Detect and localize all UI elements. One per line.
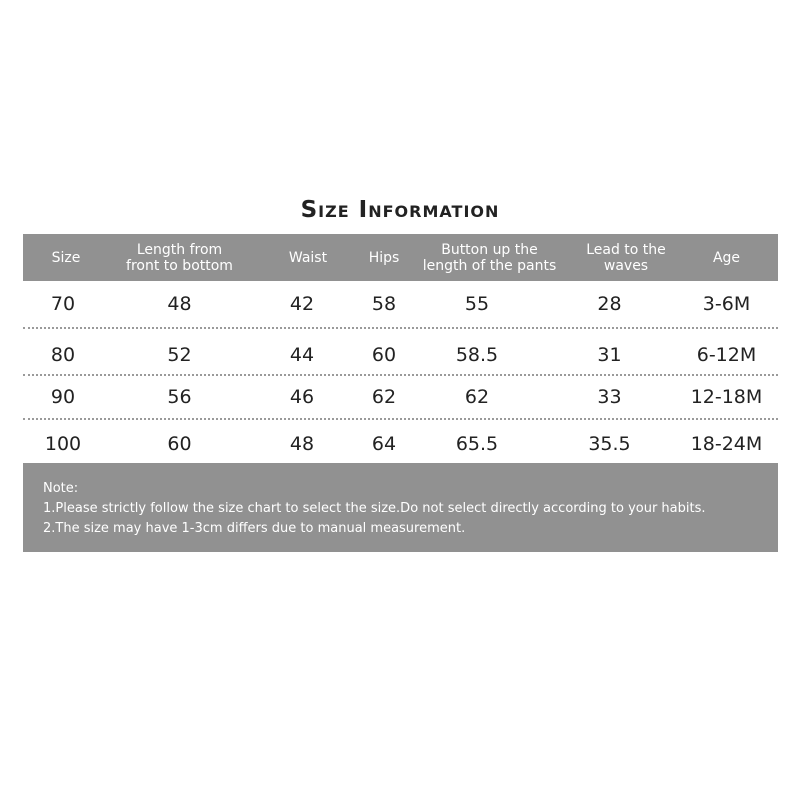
header-button-length: Button up the length of the pants (422, 241, 557, 274)
table-header (23, 234, 778, 281)
cell-length: 60 (167, 432, 192, 455)
cell-length: 48 (167, 292, 192, 315)
row-divider (23, 327, 778, 329)
cell-waist: 48 (289, 432, 315, 455)
cell-hips: 64 (371, 432, 397, 455)
table-row (23, 374, 778, 419)
cell-lead-waves: 28 (597, 292, 622, 315)
cell-lead-waves: 31 (597, 343, 622, 366)
header-age: Age (712, 249, 741, 266)
table-row (23, 281, 778, 326)
cell-hips: 58 (371, 292, 397, 315)
cell-length: 56 (167, 385, 192, 408)
cell-lead-waves: 35.5 (588, 432, 631, 455)
row-divider (23, 418, 778, 420)
header-size: Size (51, 249, 81, 266)
cell-size: 90 (50, 385, 76, 408)
cell-age: 18-24M (690, 432, 763, 455)
table-row (23, 421, 778, 466)
header-waist: Waist (288, 249, 328, 266)
cell-hips: 60 (371, 343, 397, 366)
note-line-1: 1.Please strictly follow the size chart to select the size.Do not select directly according to your habits. (43, 501, 706, 516)
note-line-2: 2.The size may have 1-3cm differs due to manual measurement. (43, 521, 466, 536)
cell-size: 80 (50, 343, 76, 366)
page-title: Size Information (300, 197, 500, 223)
header-hips: Hips (368, 249, 400, 266)
table-row (23, 332, 778, 377)
cell-lead-waves: 33 (597, 385, 622, 408)
cell-age: 3-6M (702, 292, 751, 315)
header-lead-waves: Lead to the waves (586, 241, 666, 274)
cell-waist: 46 (289, 385, 315, 408)
cell-button-length: 62 (464, 385, 490, 408)
cell-waist: 42 (289, 292, 315, 315)
notes-label: Note: (43, 481, 79, 496)
cell-button-length: 65.5 (455, 432, 499, 455)
cell-age: 6-12M (696, 343, 757, 366)
cell-waist: 44 (289, 343, 315, 366)
cell-hips: 62 (371, 385, 397, 408)
cell-age: 12-18M (690, 385, 763, 408)
header-length: Length from front to bottom (126, 241, 233, 274)
cell-button-length: 58.5 (455, 343, 499, 366)
cell-size: 70 (50, 292, 76, 315)
cell-length: 52 (167, 343, 192, 366)
notes-panel (23, 463, 778, 552)
cell-button-length: 55 (464, 292, 490, 315)
cell-size: 100 (44, 432, 82, 455)
